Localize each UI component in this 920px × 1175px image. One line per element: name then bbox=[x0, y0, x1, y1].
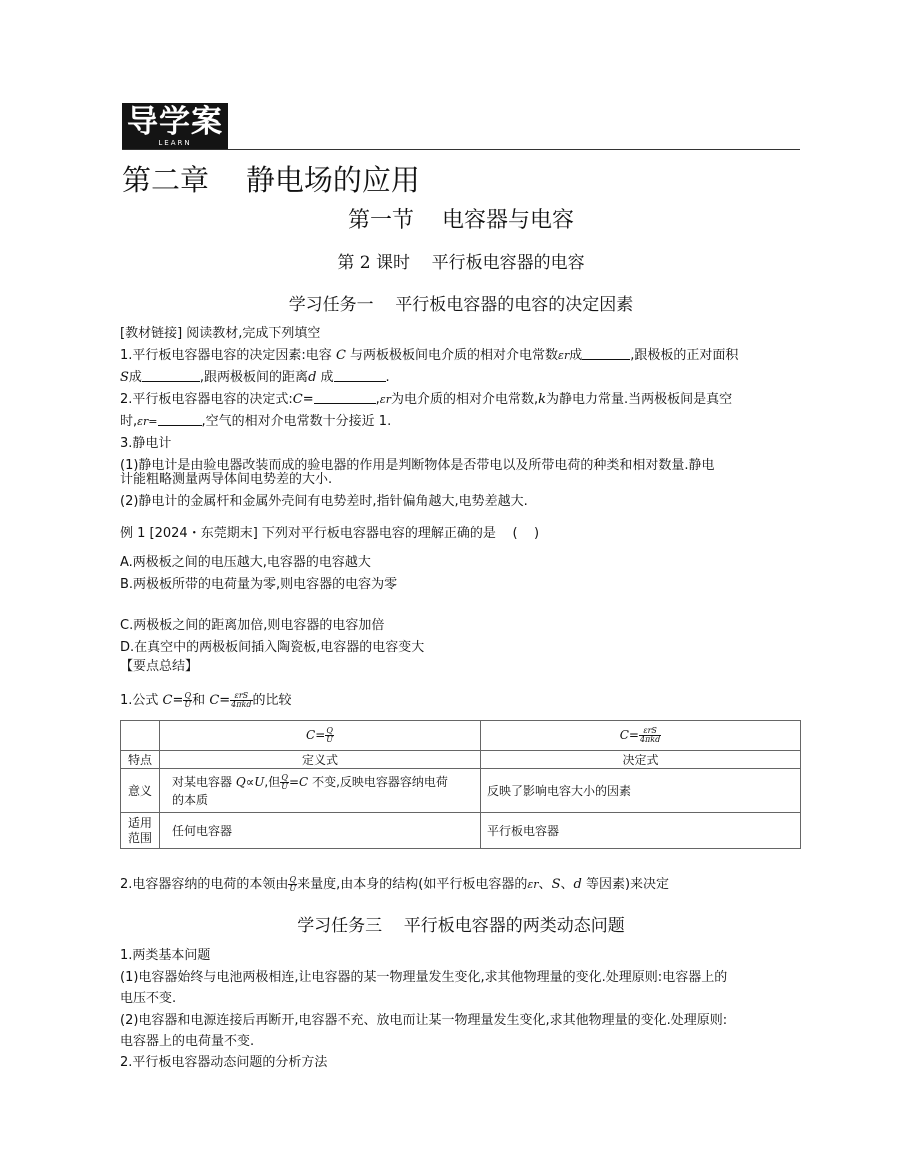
task3-title: 学习任务三 平行板电容器的两类动态问题 bbox=[297, 916, 625, 936]
blank-1[interactable] bbox=[582, 346, 630, 360]
row-label-meaning: 意义 bbox=[121, 769, 160, 813]
logo-subtext: LEARN bbox=[158, 139, 192, 147]
blank-3[interactable] bbox=[334, 368, 386, 382]
row-label-scope: 适用 范围 bbox=[121, 813, 160, 849]
task3-p1-1-line1: (1)电容器始终与电池两极相连,让电容器的某一物理量发生变化,求其他物理量的变化.处理原则:电容器上的 bbox=[120, 970, 728, 985]
header-definition-formula: C= $\frac{Q}{U}$ bbox=[160, 721, 481, 751]
table-row bbox=[121, 751, 801, 769]
q1-line2: S成 ,跟两极板间的距离d 成 . bbox=[120, 370, 390, 385]
summary-item2: 2.电容器容纳的电荷的本领由 $\frac{Q}{U}$ 来量度,由本身的结构(如平行板电容器的εr、S、d 等因素)来决定 bbox=[120, 875, 670, 893]
header-rule bbox=[122, 149, 800, 150]
example1-option-c: C.两极板之间的距离加倍,则电容器的电容加倍 bbox=[120, 618, 385, 633]
cell-meaning-definition: 对某电容器 Q∝U,但 $\frac{Q}{U}$ =C 不变,反映电容器容纳电荷 的本质 bbox=[160, 769, 481, 813]
example1-option-d: D.在真空中的两极板间插入陶瓷板,电容器的电容变大 bbox=[120, 640, 425, 655]
q1-line1: 1.平行板电容器电容的决定因素:电容 C 与两板极板间电介质的相对介电常数εr成 ,跟极板的正对面积 bbox=[120, 348, 739, 363]
q3-2: (2)静电计的金属杆和金属外壳间有电势差时,指针偏角越大,电势差越大. bbox=[120, 494, 528, 509]
blank-5[interactable] bbox=[158, 412, 202, 426]
blank-2[interactable] bbox=[142, 368, 200, 382]
task3-p1: 1.两类基本问题 bbox=[120, 948, 211, 963]
example1-option-a: A.两极板之间的电压越大,电容器的电容越大 bbox=[120, 555, 371, 570]
task3-p1-1-line2: 电压不变. bbox=[120, 991, 177, 1006]
cell-scope-definition: 任何电容器 bbox=[160, 813, 481, 849]
task3-p2: 2.平行板电容器动态问题的分析方法 bbox=[120, 1055, 328, 1070]
lesson-title: 第 2 课时 平行板电容器的电容 bbox=[337, 253, 585, 273]
cell-definition-type: 定义式 bbox=[160, 751, 481, 769]
formula-comparison-table bbox=[120, 720, 801, 849]
q3-title: 3.静电计 bbox=[120, 436, 172, 451]
fraction-capacitance-formula: $\frac{\text{εrS}}{\text{4πkd}}$ bbox=[231, 691, 252, 709]
q2-line1: 2.平行板电容器电容的决定式:C= ,εr为电介质的相对介电常数,k为静电力常量.当两极板间是真空 bbox=[120, 392, 733, 407]
example1-option-b: B.两极板所带的电荷量为零,则电容器的电容为零 bbox=[120, 577, 398, 592]
logo-text: 导学案 bbox=[127, 104, 223, 140]
learn-logo bbox=[122, 103, 228, 149]
summary-title: 【要点总结】 bbox=[120, 659, 199, 674]
example1-question: 例 1 [2024・东莞期末] 下列对平行板电容器电容的理解正确的是 ( ) bbox=[120, 526, 540, 541]
task1-title: 学习任务一 平行板电容器的电容的决定因素 bbox=[288, 295, 634, 315]
table-header-row bbox=[121, 721, 801, 751]
task3-p1-2-line2: 电容器上的电荷量不变. bbox=[120, 1034, 255, 1049]
task3-p1-2-line1: (2)电容器和电源连接后再断开,电容器不充、放电而让某一物理量发生变化,求其他物理量的变化.处理原则: bbox=[120, 1013, 728, 1028]
table-row bbox=[121, 813, 801, 849]
cell-meaning-decision: 反映了影响电容大小的因素 bbox=[481, 769, 801, 813]
blank-4[interactable] bbox=[314, 390, 376, 404]
fraction-q-over-u: $\frac{Q}{U}$ bbox=[184, 691, 192, 709]
row-label-features: 特点 bbox=[121, 751, 160, 769]
table-row bbox=[121, 769, 801, 813]
textbook-link-intro: [教材链接] 阅读教材,完成下列填空 bbox=[120, 326, 321, 341]
cell-decision-type: 决定式 bbox=[481, 751, 801, 769]
chapter-title: 第二章 静电场的应用 bbox=[122, 163, 420, 197]
header-decision-formula: C= $\frac{\text{εrS}}{\text{4πkd}}$ bbox=[481, 721, 801, 751]
cell-scope-decision: 平行板电容器 bbox=[481, 813, 801, 849]
q3-1-line2: 计能粗略测量两导体间电势差的大小. bbox=[120, 472, 333, 487]
q2-line2: 时,εr= ,空气的相对介电常数十分接近 1. bbox=[120, 414, 392, 429]
summary-item1: 1.公式 C= $\frac{Q}{U}$ 和 C= $\frac{\text{εrS}}{\text{4πkd}}$ 的比较 bbox=[120, 691, 292, 709]
q3-1-line1: (1)静电计是由验电器改装而成的验电器的作用是判断物体是否带电以及所带电荷的种类和相对数量.静电 bbox=[120, 458, 715, 473]
section-title: 第一节 电容器与电容 bbox=[348, 208, 574, 233]
